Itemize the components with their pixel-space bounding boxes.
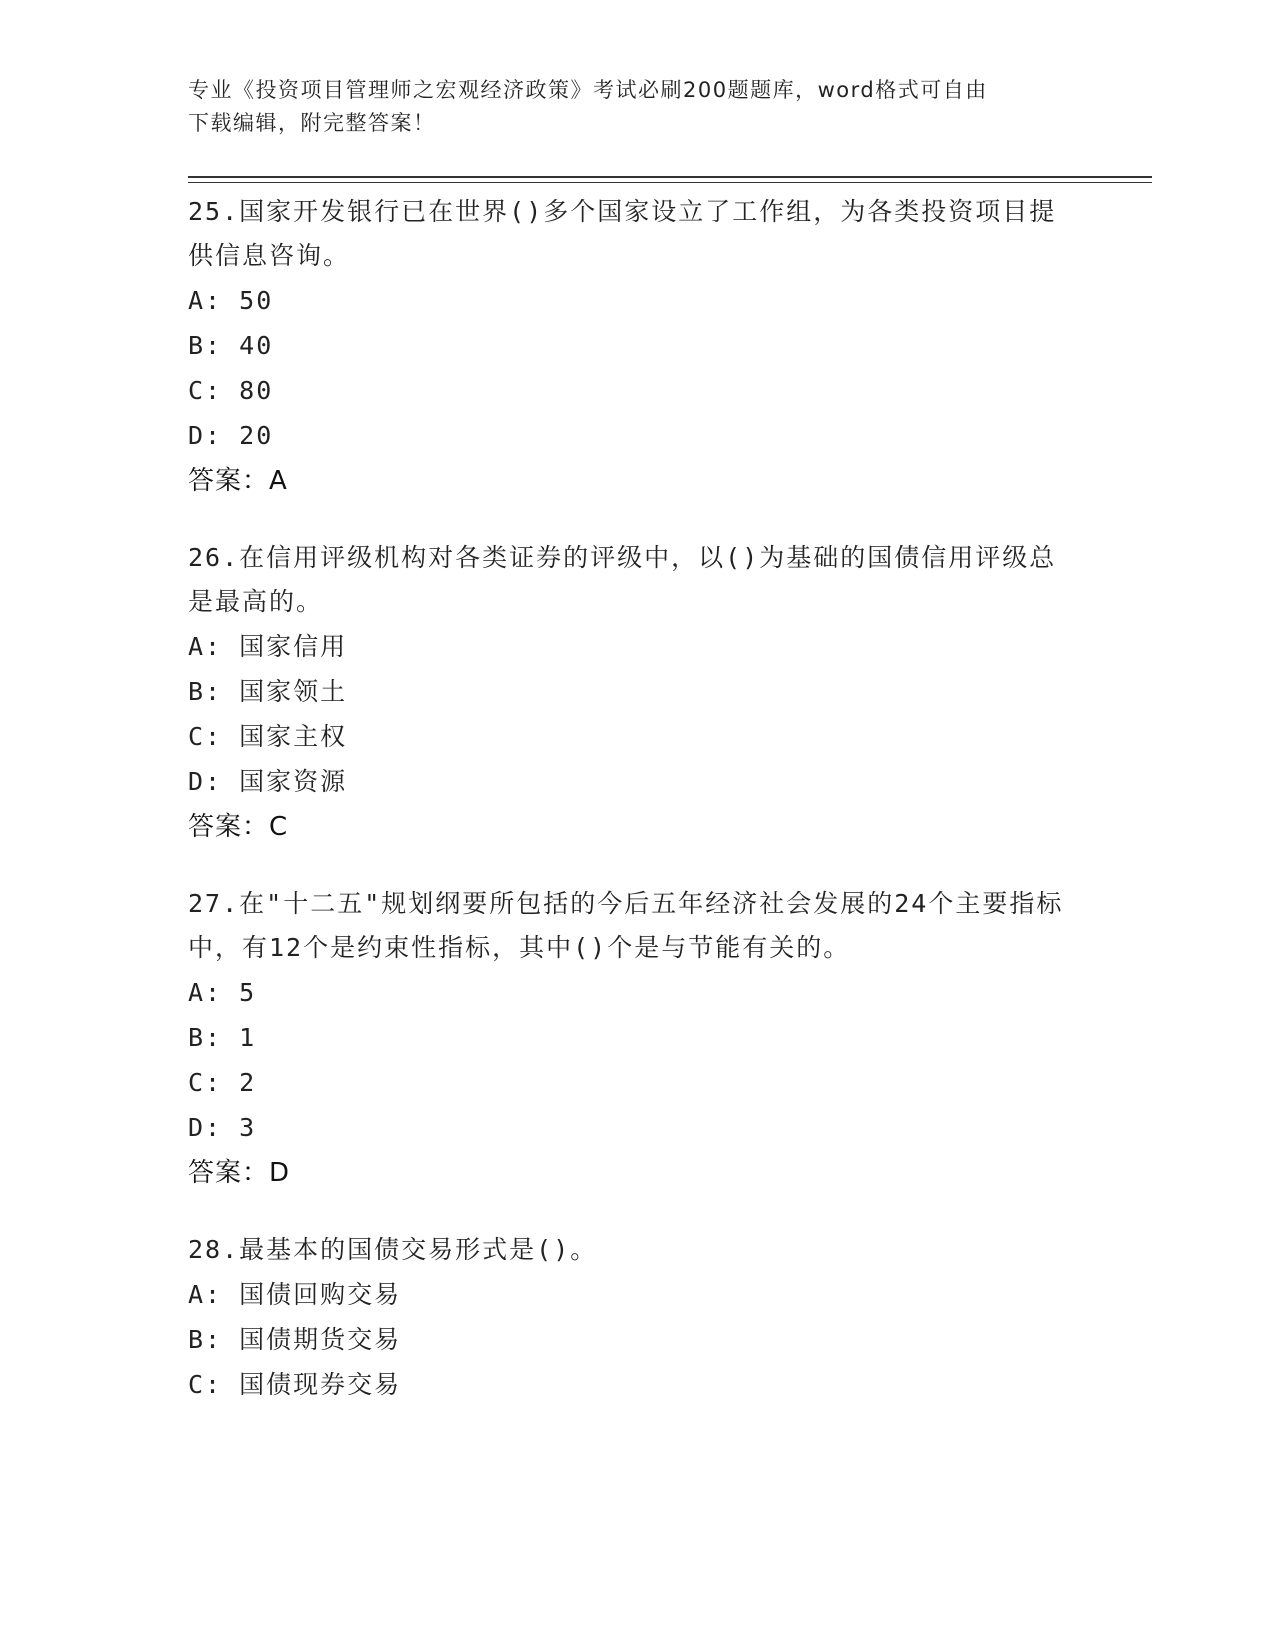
option-b: B: 国债期货交易 (188, 1325, 402, 1354)
option-c: C: 国家主权 (188, 722, 348, 751)
option-a: A: 5 (188, 978, 257, 1007)
question-26 (188, 536, 1088, 850)
header-line-2: 下载编辑，附完整答案！ (188, 111, 436, 135)
option-b: B: 1 (188, 1023, 257, 1052)
option-d: D: 20 (188, 421, 274, 450)
question-list (188, 190, 1088, 1439)
option-c: C: 国债现券交易 (188, 1370, 402, 1399)
option-b: B: 40 (188, 331, 274, 360)
answer: 答案：D (188, 1158, 291, 1188)
question-text: 25.国家开发银行已在世界()多个国家设立了工作组，为各类投资项目提供信息咨询。 (188, 197, 1057, 270)
option-d: D: 3 (188, 1113, 257, 1142)
answer: 答案：A (188, 466, 288, 496)
question-text: 27.在"十二五"规划纲要所包括的今后五年经济社会发展的24个主要指标中，有12个是约束性指标，其中()个是与节能有关的。 (188, 889, 1064, 962)
option-a: A: 国家信用 (188, 632, 348, 661)
question-28 (188, 1228, 1088, 1407)
option-b: B: 国家领土 (188, 677, 348, 706)
header-line-1: 专业《投资项目管理师之宏观经济政策》考试必刷200题题库，word格式可自由 (188, 78, 988, 102)
question-text: 28.最基本的国债交易形式是()。 (188, 1235, 598, 1264)
document-header (188, 74, 1088, 140)
header-divider-thick (188, 176, 1152, 178)
option-c: C: 80 (188, 376, 274, 405)
question-text: 26.在信用评级机构对各类证券的评级中，以()为基础的国债信用评级总是最高的。 (188, 543, 1057, 616)
question-27 (188, 882, 1088, 1196)
option-a: A: 国债回购交易 (188, 1280, 402, 1309)
header-divider-thin (188, 182, 1152, 183)
option-c: C: 2 (188, 1068, 257, 1097)
option-d: D: 国家资源 (188, 767, 348, 796)
option-a: A: 50 (188, 286, 274, 315)
question-25 (188, 190, 1088, 504)
answer: 答案：C (188, 812, 289, 842)
